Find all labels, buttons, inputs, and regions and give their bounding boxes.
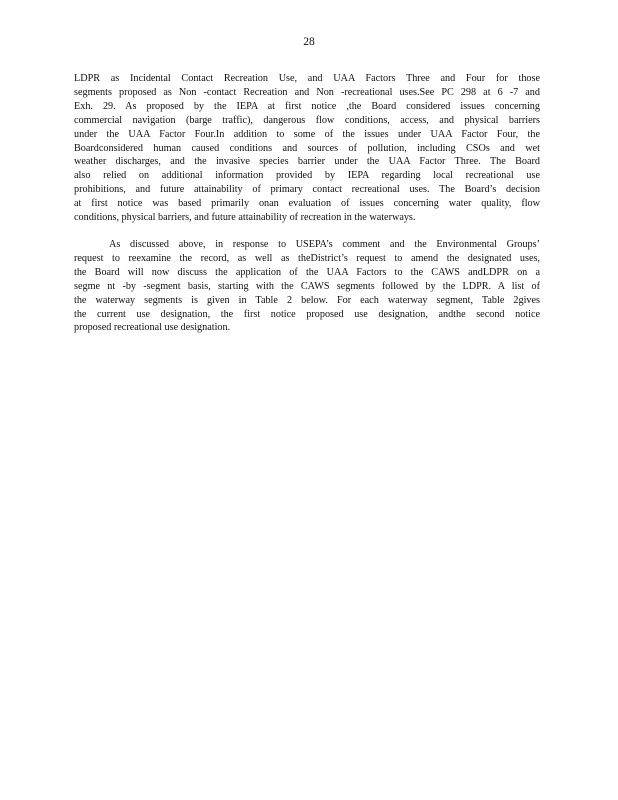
text-line: conditions, physical barriers, and future attainability of recreation in the waterways. <box>74 212 416 224</box>
text-line: prohibitions, and future attainability of primary contact recreational uses. The Board’s decision <box>74 184 540 196</box>
text-line: segme nt -by -segment basis, starting with the CAWS segments followed by the LDPR. A list of <box>74 280 540 292</box>
page-number: 28 <box>303 36 315 48</box>
text-line: commercial navigation (barge traffic), dangerous flow conditions, access, and physical barriers <box>74 114 540 126</box>
text-line: proposed recreational use designation. <box>74 322 231 334</box>
text-line: segments proposed as Non -contact Recreation and Non -recreational uses.See PC 298 at 6 -7 and <box>74 86 540 98</box>
text-line: also relied on additional information provided by IEPA regarding local recreational use <box>74 170 540 182</box>
text-line: weather discharges, and the invasive species barrier under the UAA Factor Three. The Board <box>74 156 540 168</box>
text-line: request to reexamine the record, as well as theDistrict’s request to amend the designated uses, <box>74 252 540 264</box>
text-line: the current use designation, the first notice proposed use designation, andthe second notice <box>74 308 540 320</box>
paragraph-segment-discussion <box>74 238 540 335</box>
text-line: the Board will now discuss the application of the UAA Factors to the CAWS andLDPR on a <box>74 266 540 278</box>
text-line: at first notice was based primarily onan evaluation of issues concerning water quality, flow <box>74 198 540 210</box>
text-line: Boardconsidered human caused conditions and sources of pollution, including CSOs and wet <box>74 142 540 154</box>
paragraph-uaa-factors <box>74 72 540 225</box>
text-line: Exh. 29. As proposed by the IEPA at first notice ,the Board considered issues concerning <box>74 100 540 112</box>
text-line: LDPR as Incidental Contact Recreation Use, and UAA Factors Three and Four for those <box>74 73 540 84</box>
text-line: the waterway segments is given in Table 2 below. For each waterway segment, Table 2gives <box>74 294 540 306</box>
text-line: under the UAA Factor Four.In addition to some of the issues under UAA Factor Four, the <box>74 128 540 140</box>
text-line: As discussed above, in response to USEPA’s comment and the Environmental Groups’ <box>109 239 540 250</box>
